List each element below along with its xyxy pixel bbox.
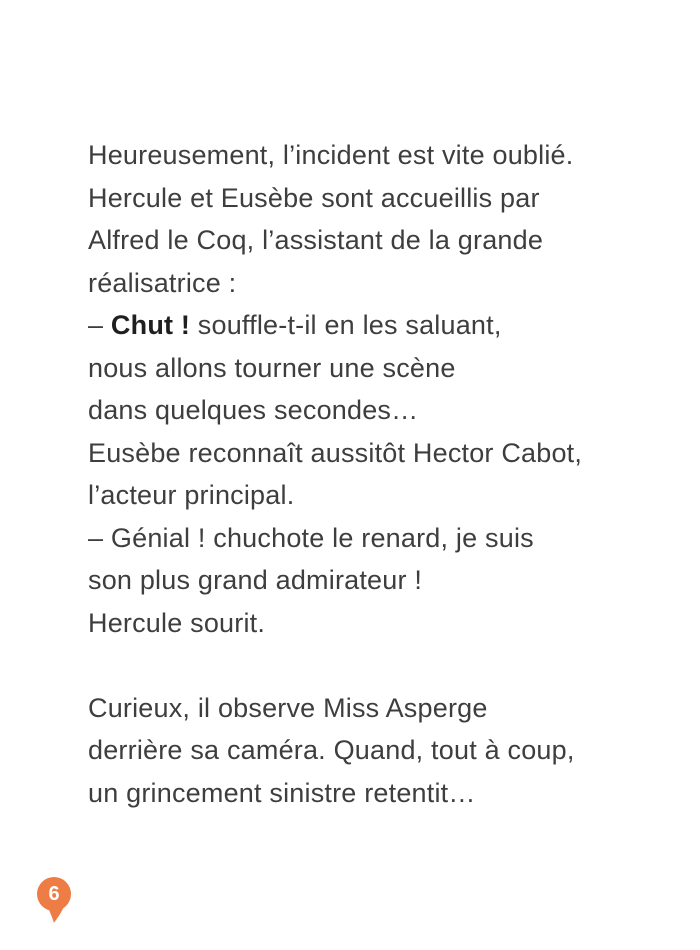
text-line xyxy=(88,219,582,262)
text-line xyxy=(88,517,582,560)
text-segment: son plus grand admirateur ! xyxy=(88,565,423,595)
text-line xyxy=(88,602,582,645)
text-line xyxy=(88,262,582,305)
text-segment: Eusèbe reconnaît aussitôt Hector Cabot, xyxy=(88,437,583,468)
page-number-badge xyxy=(32,874,76,930)
text-line xyxy=(88,559,582,602)
text-segment: Hercule sourit. xyxy=(88,607,266,638)
text-line xyxy=(88,347,582,390)
text-segment: un grincement sinistre retentit… xyxy=(88,777,476,808)
text-segment: souffle-t-il en les saluant, xyxy=(190,310,502,340)
text-segment: – xyxy=(88,310,111,340)
bold-text-segment: Chut ! xyxy=(110,310,191,340)
text-line xyxy=(88,389,582,432)
text-line xyxy=(88,432,582,475)
text-segment: Alfred le Coq, l’assistant de la grande xyxy=(88,225,544,255)
page-number: 6 xyxy=(48,883,60,905)
text-line xyxy=(88,304,582,347)
story-text-block xyxy=(88,134,582,814)
text-segment: Hercule et Eusèbe sont accueillis par xyxy=(88,182,540,213)
text-line xyxy=(88,644,582,687)
text-segment: – Génial ! chuchote le renard, je suis xyxy=(88,522,534,553)
text-line xyxy=(88,177,582,220)
text-segment: nous allons tourner une scène xyxy=(88,352,456,383)
text-line xyxy=(88,474,582,517)
text-segment: Heureusement, l’incident est vite oublié. xyxy=(88,140,574,170)
text-segment: dans quelques secondes… xyxy=(88,395,419,425)
text-line xyxy=(88,134,582,177)
text-segment: derrière sa caméra. Quand, tout à coup, xyxy=(88,735,575,765)
text-segment: l’acteur principal. xyxy=(88,480,295,510)
text-segment: réalisatrice : xyxy=(88,267,237,298)
text-line xyxy=(88,687,582,730)
text-line xyxy=(88,772,582,815)
text-line xyxy=(88,729,582,772)
text-segment: Curieux, il observe Miss Asperge xyxy=(88,692,488,723)
